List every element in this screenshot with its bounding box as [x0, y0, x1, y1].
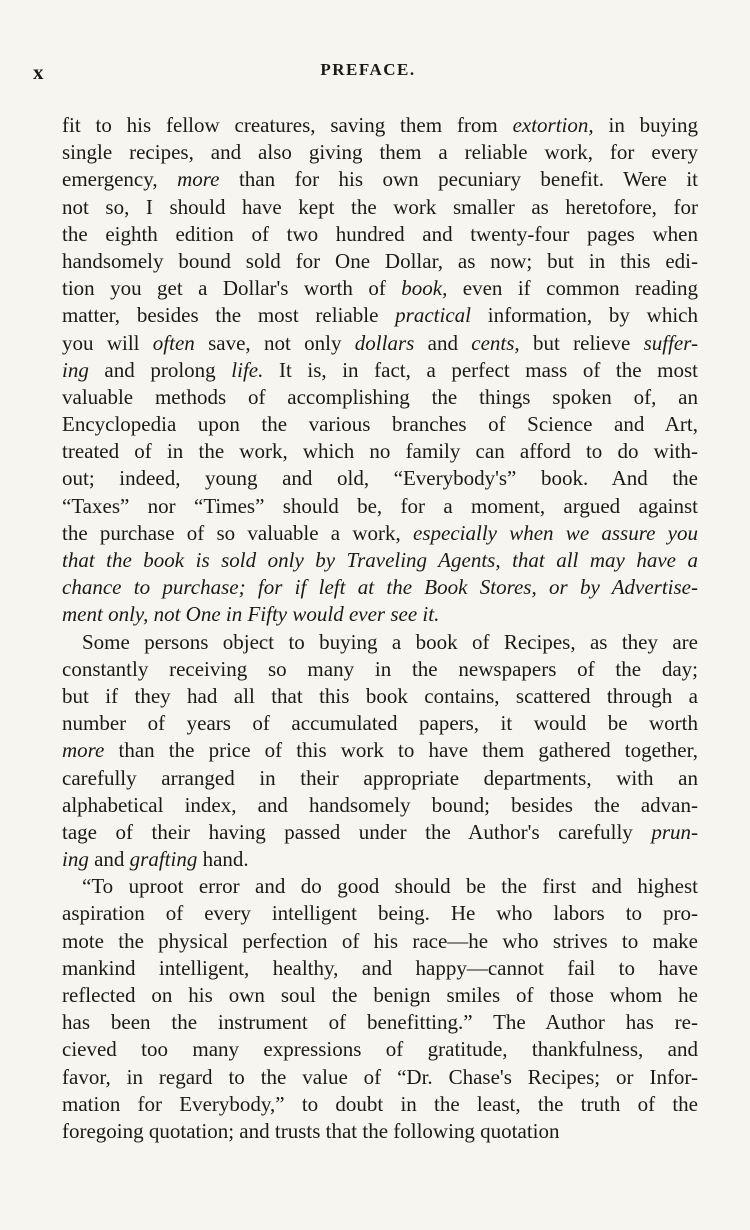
page-number: x — [33, 60, 45, 84]
text-run: in buying — [593, 113, 698, 137]
text-line — [62, 710, 698, 737]
text-line — [62, 547, 698, 574]
italic-text: often — [152, 330, 195, 355]
text-line — [62, 1036, 698, 1063]
text-line — [62, 493, 698, 520]
text-line — [62, 1064, 698, 1091]
text-line — [62, 737, 698, 764]
italic-text: that the book is sold only by Traveling Agents, that all may have a — [62, 548, 698, 572]
text-run: cieved too many expressions of gratitude, thankfulness, and — [62, 1037, 698, 1062]
text-run: It is, in fact, a perfect mass of the most — [263, 357, 699, 382]
text-run: handsomely bound sold for One Dollar, as now; but in this edi- — [62, 248, 698, 273]
text-line — [62, 900, 698, 927]
text-run: favor, in regard to the value of “Dr. Chase's Recipes; or Infor- — [62, 1064, 698, 1089]
text-run: valuable methods of accomplishing the things spoken of, an — [62, 384, 698, 409]
italic-text: suffer- — [643, 330, 698, 355]
text-run: mote the physical perfection of his race—he who strives to make — [62, 928, 698, 953]
text-run: reflected on his own soul the benign smiles of those whom he — [62, 983, 698, 1007]
text-line — [62, 357, 698, 384]
text-run: treated of in the work, which no family can afford to do with- — [62, 439, 698, 464]
text-run: out; indeed, young and old, “Everybody's” book. And the — [62, 466, 698, 491]
text-run: number of years of accumulated papers, it would be worth — [62, 711, 698, 736]
text-run: you will — [62, 330, 153, 355]
text-run: aspiration of every intelligent being. He who labors to pro- — [62, 901, 698, 926]
text-run: save, not only — [194, 330, 355, 355]
text-line — [62, 1091, 698, 1118]
text-run: not so, I should have kept the work smaller as heretofore, for — [62, 194, 698, 219]
text-line — [62, 574, 698, 601]
page-header — [33, 60, 703, 90]
italic-text: extortion, — [512, 113, 594, 137]
text-run: the eighth edition of two hundred and twenty-four pages when — [62, 221, 698, 246]
text-run: and prolong — [88, 357, 232, 382]
text-run: information, by which — [470, 303, 698, 328]
text-line — [62, 601, 698, 628]
text-run: mation for Everybody,” to doubt in the least, the truth of the — [62, 1091, 698, 1116]
text-run: matter, besides the most reliable — [62, 303, 396, 328]
text-run: single recipes, and also giving them a reliable work, for every — [62, 140, 698, 165]
paragraph — [62, 629, 698, 874]
text-run: emergency, — [62, 167, 178, 192]
text-line — [62, 438, 698, 465]
page-body — [62, 112, 698, 1145]
text-line — [62, 846, 698, 873]
text-line — [62, 194, 698, 221]
text-line — [62, 302, 698, 329]
italic-text: ing — [62, 357, 89, 382]
italic-text: prun- — [651, 819, 698, 844]
text-run: hand. — [197, 847, 249, 872]
paragraph — [62, 112, 698, 629]
text-line — [62, 411, 698, 438]
text-line — [62, 765, 698, 792]
text-run: and — [414, 330, 472, 355]
text-line — [62, 1118, 698, 1145]
text-line — [62, 683, 698, 710]
text-run: “Taxes” nor “Times” should be, for a moment, argued against — [62, 493, 698, 518]
text-line — [62, 819, 698, 846]
italic-text: grafting — [129, 847, 198, 872]
text-line — [62, 465, 698, 492]
italic-text: book, — [401, 276, 448, 301]
text-run: and — [88, 847, 130, 872]
text-run: but if they had all that this book contains, scattered through a — [62, 683, 698, 708]
italic-text: especially when we assure you — [413, 520, 699, 545]
text-run: constantly receiving so many in the newspapers of the day; — [62, 656, 698, 681]
text-run: than the price of this work to have them gathered together, — [104, 738, 698, 763]
text-run: even if common reading — [447, 276, 698, 301]
text-run: fit to his fellow creatures, saving them from — [62, 113, 513, 137]
text-run: Some persons object to buying a book of Recipes, as they are — [82, 629, 698, 654]
italic-text: more — [62, 738, 105, 763]
text-line — [62, 112, 698, 139]
text-line — [62, 330, 698, 357]
text-line — [62, 275, 698, 302]
text-run: foregoing quotation; and trusts that the following quotation — [62, 1118, 560, 1143]
text-run: Encyclopedia upon the various branches of Science and Art, — [62, 412, 698, 437]
italic-text: practical — [395, 303, 471, 328]
text-run: “To uproot error and do good should be the first and highest — [82, 874, 698, 899]
text-line — [62, 982, 698, 1009]
text-run: but relieve — [519, 330, 644, 355]
text-line — [62, 166, 698, 193]
text-line — [62, 248, 698, 275]
italic-text: dollars — [354, 330, 415, 355]
text-line — [62, 792, 698, 819]
text-run: mankind intelligent, healthy, and happy—cannot fail to have — [62, 955, 698, 980]
text-run: carefully arranged in their appropriate departments, with an — [62, 765, 698, 790]
italic-text: chance to purchase; for if left at the Book Stores, or by Advertise- — [62, 575, 698, 600]
italic-text: more — [177, 167, 220, 192]
text-line — [62, 384, 698, 411]
text-run: tion you get a Dollar's worth of — [62, 276, 402, 301]
text-line — [62, 520, 698, 547]
text-line — [62, 221, 698, 248]
running-title: PREFACE. — [320, 60, 416, 79]
text-line — [62, 928, 698, 955]
text-run: the purchase of so valuable a work, — [62, 520, 414, 545]
text-run: alphabetical index, and handsomely bound; besides the advan- — [62, 792, 698, 817]
text-line — [62, 656, 698, 683]
text-line — [62, 955, 698, 982]
italic-text: cents, — [471, 330, 520, 355]
text-line — [62, 629, 698, 656]
text-line — [62, 873, 698, 900]
italic-text: life. — [231, 357, 264, 382]
text-run: has been the instrument of benefitting.” The Author has re- — [62, 1010, 698, 1035]
text-run: than for his own pecuniary benefit. Were it — [219, 167, 698, 192]
text-run: tage of their having passed under the Author's carefully — [62, 819, 652, 844]
italic-text: ing — [62, 847, 89, 872]
text-line — [62, 139, 698, 166]
paragraph — [62, 873, 698, 1145]
text-line — [62, 1009, 698, 1036]
italic-text: ment only, not One in Fifty would ever see it. — [62, 602, 440, 627]
